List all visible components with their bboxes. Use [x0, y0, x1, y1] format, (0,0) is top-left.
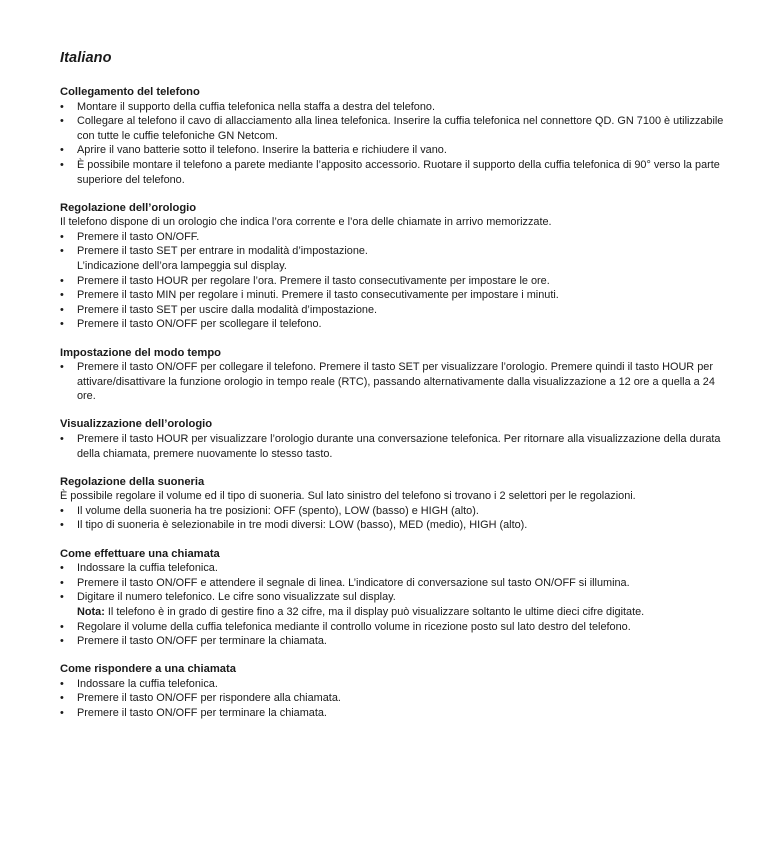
bullet-icon: •	[60, 677, 64, 690]
list-item-text: Premere il tasto ON/OFF per collegare il telefono. Premere il tasto SET per visualizzare l’orologio. Premere quindi il tasto HOUR per attivare/disattivare la funzione orologio in tempo reale (RTC), passando alternativamente dalla visualizzazione a 12 ore a quella a 24 ore.	[77, 361, 715, 403]
list-item	[60, 230, 730, 245]
bullet-icon: •	[60, 100, 64, 113]
section-title: Collegamento del telefono	[60, 86, 200, 98]
bullet-list	[60, 100, 730, 188]
section	[60, 662, 730, 720]
bullet-list	[60, 561, 730, 649]
list-item-text: Il tipo di suoneria è selezionabile in tre modi diversi: LOW (basso), MED (medio), HIGH (alto).	[77, 519, 528, 532]
section-title: Regolazione dell’orologio	[60, 201, 197, 214]
list-item	[60, 620, 730, 635]
bullet-icon: •	[60, 591, 64, 604]
section	[60, 417, 730, 461]
list-item-line	[77, 230, 730, 245]
section-intro: È possibile regolare il volume ed il tipo di suoneria. Sul lato sinistro del telefono si trovano i 2 selettori per le regolazioni.	[60, 490, 636, 503]
bullet-list	[60, 432, 730, 461]
list-item-line	[77, 303, 730, 318]
bullet-list	[60, 677, 730, 721]
bullet-icon: •	[60, 289, 64, 302]
list-item-line	[77, 288, 730, 303]
bullet-list	[60, 504, 730, 533]
bullet-icon: •	[60, 562, 64, 575]
list-item	[60, 504, 730, 519]
bullet-icon: •	[60, 318, 64, 331]
list-item-line	[77, 114, 730, 143]
list-item-text: Indossare la cuffia telefonica.	[77, 677, 218, 690]
list-item-line	[77, 605, 730, 620]
list-item-text: Premere il tasto HOUR per regolare l’ora. Premere il tasto consecutivamente per impostare le ore.	[77, 274, 550, 287]
list-item-line	[77, 561, 730, 576]
list-item-text: È possibile montare il telefono a parete mediante l’apposito accessorio. Ruotare il supporto della cuffia telefonica di 90° verso la parte superiore del telefono.	[77, 158, 720, 186]
list-item-text: Regolare il volume della cuffia telefonica mediante il controllo volume in ricezione posto sul lato destro del telefono.	[77, 620, 631, 633]
list-item-line	[77, 143, 730, 158]
language-title: Italiano	[60, 50, 112, 66]
list-item	[60, 244, 730, 273]
list-item-text: Il telefono è in grado di gestire fino a 32 cifre, ma il display può visualizzare soltanto le ultime dieci cifre digitate.	[104, 605, 645, 618]
list-item-line	[77, 576, 730, 591]
list-item-line	[77, 158, 730, 187]
list-item-line	[77, 620, 730, 635]
manual-page	[60, 50, 730, 734]
section-title: Regolazione della suoneria	[60, 475, 205, 488]
section	[60, 475, 730, 533]
list-item-text: Premere il tasto HOUR per visualizzare l’orologio durante una conversazione telefonica. Per ritornare alla visualizzazione della durata della chiamata, premere nuovamente lo stesso tasto.	[77, 432, 721, 460]
list-item-line	[77, 244, 730, 259]
bullet-icon: •	[60, 158, 64, 171]
list-item-line	[77, 432, 730, 461]
list-item-text: Indossare la cuffia telefonica.	[77, 562, 218, 575]
list-item-text: Premere il tasto ON/OFF per terminare la chiamata.	[77, 706, 327, 719]
section-title: Visualizzazione dell’orologio	[60, 418, 213, 431]
sections-container	[60, 85, 730, 721]
list-item	[60, 158, 730, 187]
bullet-icon: •	[60, 144, 64, 157]
bullet-icon: •	[60, 692, 64, 705]
list-item-line	[77, 677, 730, 692]
bullet-icon: •	[60, 274, 64, 287]
list-item	[60, 432, 730, 461]
bullet-icon: •	[60, 432, 64, 445]
section	[60, 85, 730, 187]
list-item	[60, 143, 730, 158]
list-item-text: Premere il tasto MIN per regolare i minuti. Premere il tasto consecutivamente per impostare i minuti.	[77, 289, 559, 302]
list-item	[60, 288, 730, 303]
bullet-list	[60, 230, 730, 332]
bullet-icon: •	[60, 245, 64, 258]
list-item-text: Montare il supporto della cuffia telefonica nella staffa a destra del telefono.	[77, 100, 436, 113]
list-item	[60, 360, 730, 404]
bullet-icon: •	[60, 620, 64, 633]
bullet-icon: •	[60, 115, 64, 128]
list-item	[60, 576, 730, 591]
list-item-text: Collegare al telefono il cavo di allacciamento alla linea telefonica. Inserire la cuffia telefonica nel connettore QD. GN 7100 è utilizzabile con tutte le cuffie telefoniche GN Netcom.	[77, 115, 724, 142]
bullet-icon: •	[60, 519, 64, 532]
list-item	[60, 561, 730, 576]
list-item	[60, 303, 730, 318]
list-item-line	[77, 706, 730, 721]
list-item-line	[77, 259, 730, 274]
list-item-line	[77, 100, 730, 115]
list-item	[60, 590, 730, 619]
bullet-icon: •	[60, 230, 64, 243]
list-item-line	[77, 590, 730, 605]
section-title: Impostazione del modo tempo	[60, 346, 221, 359]
list-item	[60, 317, 730, 332]
list-item-text: Premere il tasto ON/OFF.	[77, 230, 200, 243]
list-item	[60, 706, 730, 721]
list-item-text: Premere il tasto ON/OFF per terminare la chiamata.	[77, 635, 327, 648]
section-title: Come rispondere a una chiamata	[60, 663, 236, 676]
list-item-text: Premere il tasto SET per entrare in modalità d’impostazione.	[77, 245, 368, 258]
section	[60, 201, 730, 332]
list-item-line	[77, 317, 730, 332]
section-title: Come effettuare una chiamata	[60, 547, 220, 560]
list-item-text: Premere il tasto ON/OFF e attendere il segnale di linea. L’indicatore di conversazione sul tasto ON/OFF si illumina.	[77, 576, 630, 589]
section	[60, 547, 730, 649]
list-item	[60, 100, 730, 115]
list-item-line	[77, 274, 730, 289]
list-item-text: Premere il tasto ON/OFF per scollegare il telefono.	[77, 318, 322, 331]
section	[60, 346, 730, 404]
list-item-line	[77, 504, 730, 519]
bullet-icon: •	[60, 576, 64, 589]
list-item	[60, 518, 730, 533]
list-item	[60, 677, 730, 692]
note-label: Nota:	[77, 605, 105, 618]
list-item-line	[77, 691, 730, 706]
bullet-list	[60, 360, 730, 404]
list-item-line	[77, 518, 730, 533]
list-item-line	[77, 360, 730, 404]
bullet-icon: •	[60, 504, 64, 517]
bullet-icon: •	[60, 361, 64, 374]
list-item	[60, 634, 730, 649]
list-item-text: Aprire il vano batterie sotto il telefono. Inserire la batteria e richiudere il vano.	[77, 144, 447, 157]
list-item-text: Premere il tasto ON/OFF per rispondere alla chiamata.	[77, 692, 341, 705]
section-intro: Il telefono dispone di un orologio che indica l’ora corrente e l’ora delle chiamate in arrivo memorizzate.	[60, 216, 552, 229]
list-item-text: L’indicazione dell’ora lampeggia sul display.	[77, 260, 287, 273]
bullet-icon: •	[60, 706, 64, 719]
list-item-text: Premere il tasto SET per uscire dalla modalità d’impostazione.	[77, 303, 378, 316]
list-item	[60, 691, 730, 706]
bullet-icon: •	[60, 635, 64, 648]
list-item-text: Il volume della suoneria ha tre posizioni: OFF (spento), LOW (basso) e HIGH (alto).	[77, 504, 479, 517]
bullet-icon: •	[60, 303, 64, 316]
list-item-line	[77, 634, 730, 649]
list-item	[60, 114, 730, 143]
list-item	[60, 274, 730, 289]
list-item-text: Digitare il numero telefonico. Le cifre sono visualizzate sul display.	[77, 591, 396, 604]
